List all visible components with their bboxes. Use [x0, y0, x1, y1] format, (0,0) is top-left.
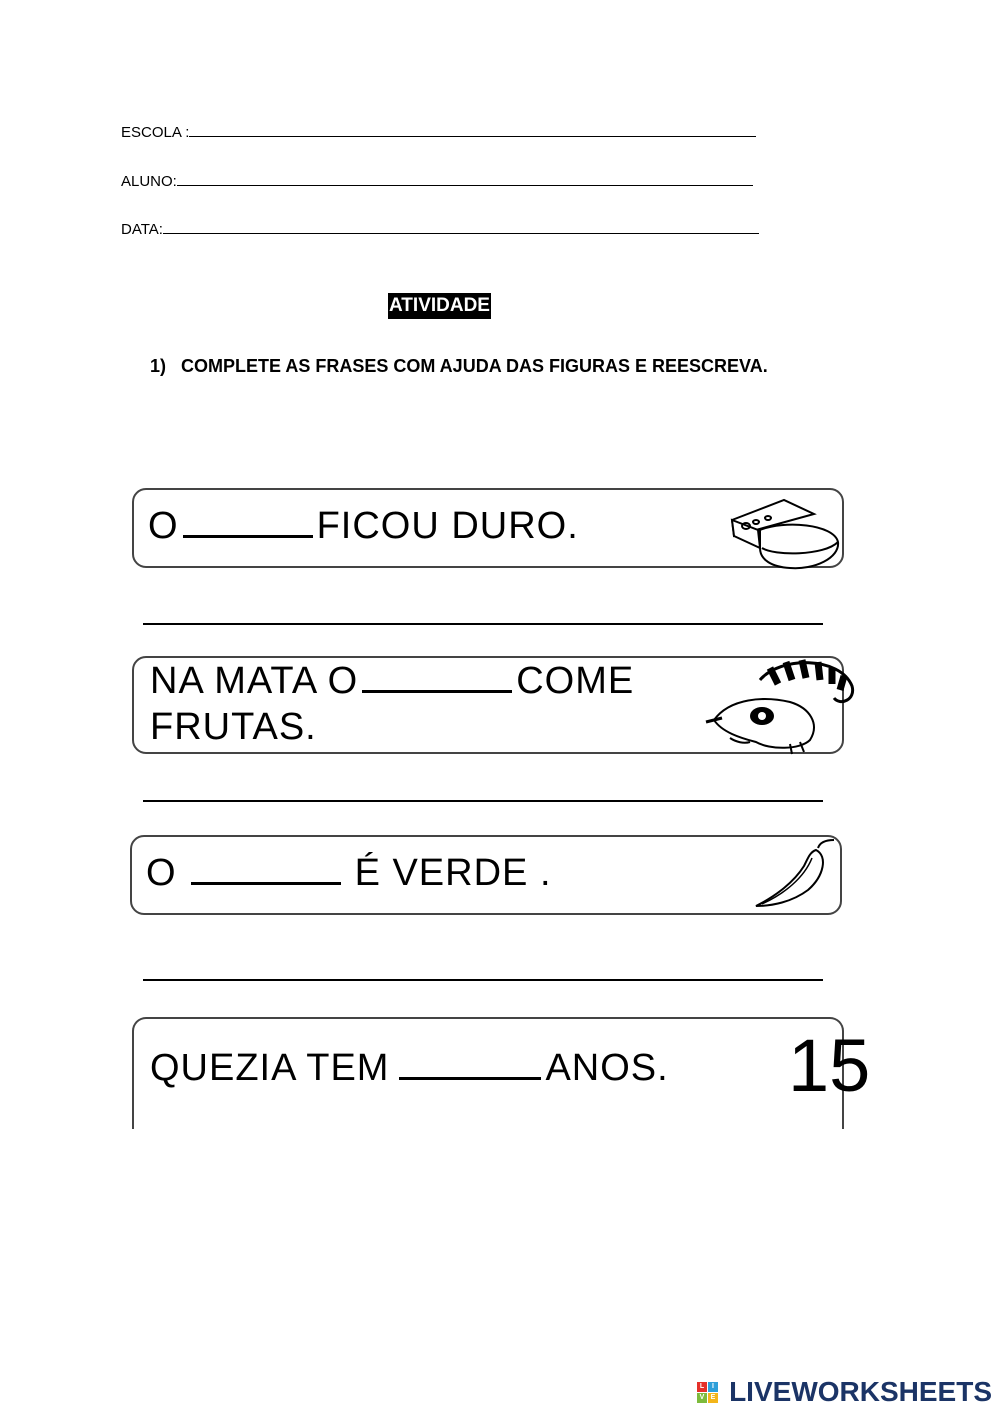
- student-field: [121, 171, 753, 190]
- school-field: [121, 122, 756, 141]
- sentence-2-second: FRUTAS.: [150, 706, 317, 748]
- sentence-3-before: O: [146, 852, 177, 894]
- instruction-text: COMPLETE AS FRASES COM AJUDA DAS FIGURAS E REESCREVA.: [181, 356, 768, 376]
- sentence-4-blank: [399, 1047, 541, 1080]
- liveworksheets-logo-icon: [697, 1382, 719, 1404]
- sentence-2-line-2: [150, 706, 317, 749]
- answer-line-2[interactable]: [143, 800, 823, 802]
- sentence-1: [148, 505, 579, 548]
- number-fifteen: 15: [788, 1024, 871, 1107]
- raccoon-icon: [700, 654, 860, 756]
- student-label: ALUNO:: [121, 173, 177, 190]
- sentence-2-after: COME: [516, 660, 635, 702]
- logo-tile-l: L: [697, 1382, 707, 1392]
- school-line: [189, 122, 756, 137]
- sentence-4: [150, 1047, 669, 1090]
- sentence-3-blank: [191, 852, 341, 885]
- date-line: [163, 219, 759, 234]
- sentence-1-after: FICOU DURO.: [316, 505, 579, 547]
- sentence-4-before: QUEZIA TEM: [150, 1047, 390, 1089]
- instruction-number: 1): [150, 356, 167, 376]
- sentence-1-before: O: [148, 505, 179, 547]
- sentence-2-before: NA MATA O: [150, 660, 359, 702]
- sentence-3-after: É VERDE .: [354, 852, 552, 894]
- student-line: [177, 171, 753, 186]
- page-title: ATIVIDADE: [388, 293, 491, 319]
- sentence-1-blank: [183, 505, 313, 538]
- brand-name: LIVEWORKSHEETS: [729, 1376, 992, 1407]
- sentence-3: [146, 852, 552, 895]
- sentence-2-line-1: [150, 660, 634, 703]
- answer-line-3[interactable]: [143, 979, 823, 981]
- pepper-icon: [748, 836, 848, 912]
- answer-line-1[interactable]: [143, 623, 823, 625]
- school-label: ESCOLA :: [121, 124, 190, 141]
- cheese-icon: [724, 490, 844, 572]
- logo-tile-i: I: [708, 1382, 718, 1392]
- sentence-4-after: ANOS.: [545, 1047, 669, 1089]
- date-field: [121, 219, 759, 238]
- logo-tile-v: V: [697, 1393, 707, 1403]
- sentence-2-blank: [362, 660, 512, 693]
- date-label: DATA:: [121, 221, 163, 238]
- logo-tile-e: E: [708, 1393, 718, 1403]
